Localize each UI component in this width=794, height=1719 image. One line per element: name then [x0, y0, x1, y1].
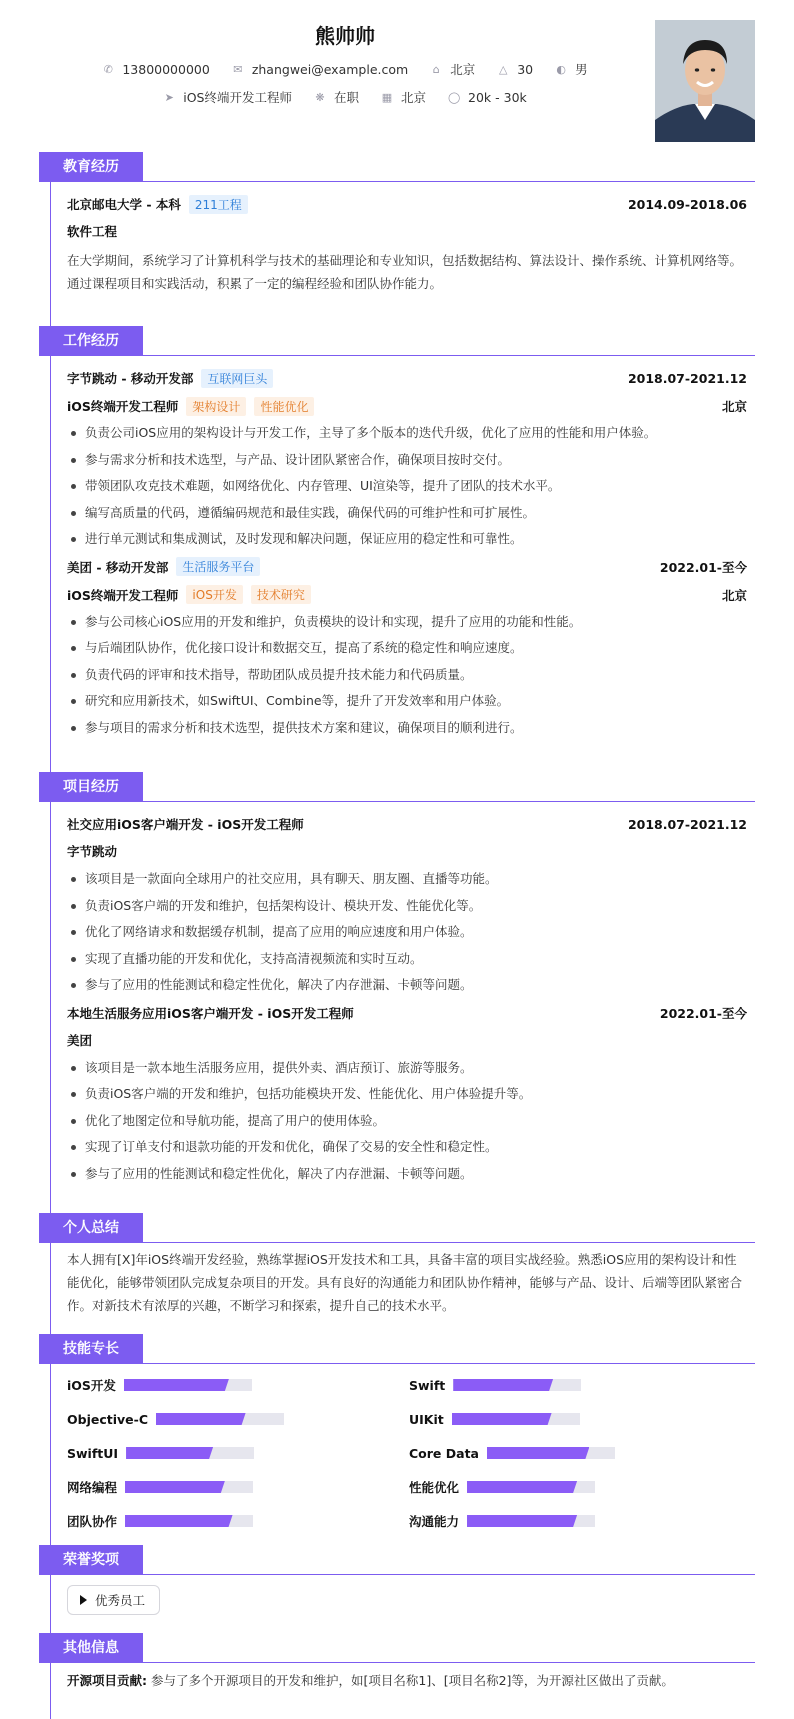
- age-icon: △: [498, 62, 508, 76]
- major-name: 软件工程: [67, 224, 118, 239]
- skill-bar: [156, 1413, 284, 1425]
- age-text: 30: [517, 61, 534, 77]
- skill-bar-fill: [467, 1481, 577, 1493]
- list-item: 该项目是一款面向全球用户的社交应用，具有聊天、朋友圈、直播等功能。: [67, 866, 747, 893]
- gender-text: 男: [575, 62, 588, 77]
- gender-icon: ◐: [556, 62, 566, 76]
- summary-title: 个人总结: [39, 1213, 143, 1243]
- skill-bar: [125, 1515, 253, 1527]
- list-item: 负责iOS客户端的开发和维护，包括架构设计、模块开发、性能优化等。: [67, 893, 747, 920]
- list-item: 参与公司核心iOS应用的开发和维护，负责模块的设计和实现，提升了应用的功能和性能。: [67, 609, 747, 636]
- summary-text: 本人拥有[X]年iOS终端开发经验，熟练掌握iOS开发技术和工具，具备丰富的项目实战经验。熟悉iOS应用的架构设计和性能优化，能够带领团队完成复杂项目的开发。具有良好的沟通能力和团队协作精神，能够与产品、设计、后端等团队紧密合作。对新技术有浓厚的兴趣，不断学习和探索，提升自己的技术水平。: [67, 1252, 743, 1313]
- skill-name: Core Data: [409, 1445, 479, 1461]
- other-title: 其他信息: [39, 1633, 143, 1663]
- email-item: [232, 62, 408, 77]
- list-item: 参与项目的需求分析和技术选型，提供技术方案和建议，确保项目的顺利进行。: [67, 715, 747, 742]
- status-item: [314, 88, 359, 106]
- skill-name: SwiftUI: [67, 1445, 119, 1461]
- phone-item: [102, 62, 209, 77]
- list-item: 编写高质量的代码，遵循编码规范和最佳实践，确保代码的可维护性和可扩展性。: [67, 500, 747, 527]
- skill-bar: [126, 1447, 254, 1459]
- skill-item: [67, 1375, 409, 1395]
- status-icon: ❋: [315, 90, 325, 104]
- skill-item: [67, 1477, 409, 1497]
- email-text: zhangwei@example.com: [251, 61, 409, 77]
- list-item: 带领团队攻克技术难题，如网络优化、内存管理、UI渲染等，提升了团队的技术水平。: [67, 473, 747, 500]
- education-date: 2014.09-2018.06: [627, 196, 747, 212]
- project-company: 美团: [67, 1032, 93, 1048]
- role-name: iOS终端开发工程师: [67, 587, 179, 603]
- role-tag: 架构设计: [186, 397, 246, 416]
- list-item: 优化了地图定位和导航功能，提高了用户的使用体验。: [67, 1108, 747, 1135]
- work-date: 2022.01-至今: [659, 559, 747, 575]
- skill-name: 网络编程: [67, 1480, 118, 1495]
- section-divider: [39, 1363, 755, 1364]
- list-item: 实现了直播功能的开发和优化，支持高清视频流和实时互动。: [67, 946, 747, 973]
- skill-bar: [125, 1481, 253, 1493]
- company-name: 字节跳动 - 移动开发部: [67, 371, 194, 386]
- skill-item: [409, 1511, 747, 1531]
- hometown-text: 北京: [450, 62, 476, 77]
- section-divider: [39, 1242, 755, 1243]
- skill-item: [67, 1443, 409, 1463]
- section-divider: [39, 1662, 755, 1663]
- work-body: [67, 364, 747, 741]
- section-divider: [39, 801, 755, 802]
- other-info-line: [67, 1669, 747, 1692]
- education-section: [39, 152, 755, 302]
- skill-item: [409, 1375, 747, 1395]
- profile-photo: [655, 20, 755, 142]
- skill-item: [409, 1477, 747, 1497]
- list-item: 参与了应用的性能测试和稳定性优化，解决了内存泄漏、卡顿等问题。: [67, 972, 747, 999]
- skill-bar: [467, 1515, 595, 1527]
- position-item: [163, 88, 292, 106]
- salary-text: 20k - 30k: [468, 89, 527, 105]
- section-divider: [39, 181, 755, 182]
- skill-item: [409, 1443, 747, 1463]
- project-body: [67, 810, 747, 1187]
- school-name: 北京邮电大学 - 本科: [67, 197, 181, 212]
- skill-bar: [453, 1379, 581, 1391]
- work-role-row: [67, 392, 747, 420]
- building-icon: ▦: [381, 90, 393, 104]
- education-body: [67, 190, 747, 295]
- list-item: 研究和应用新技术，如SwiftUI、Combine等，提升了开发效率和用户体验。: [67, 688, 747, 715]
- skill-bar-fill: [124, 1379, 229, 1391]
- education-header-row: [67, 190, 747, 218]
- work-bullets: [67, 420, 747, 553]
- city-text: 北京: [401, 90, 427, 105]
- send-icon: ➤: [164, 90, 174, 104]
- project-header-row: [67, 810, 747, 838]
- company-tag: 生活服务平台: [176, 557, 260, 576]
- role-tag: 技术研究: [251, 585, 311, 604]
- school-tag: 211工程: [189, 195, 248, 214]
- list-item: 该项目是一款本地生活服务应用，提供外卖、酒店预订、旅游等服务。: [67, 1055, 747, 1082]
- education-title: 教育经历: [39, 152, 143, 182]
- award-label: 优秀员工: [95, 1593, 146, 1608]
- work-location: 北京: [721, 587, 747, 603]
- company-tag: 互联网巨头: [201, 369, 273, 388]
- company-name: 美团 - 移动开发部: [67, 559, 169, 575]
- project-name: 本地生活服务应用iOS客户端开发 - iOS开发工程师: [67, 1005, 354, 1021]
- skill-name: 性能优化: [409, 1480, 460, 1495]
- skill-bar-fill: [156, 1413, 246, 1425]
- skill-bar-fill: [453, 1379, 553, 1391]
- project-bullets: [67, 1055, 747, 1188]
- list-item: 进行单元测试和集成测试，及时发现和解决问题，保证应用的稳定性和可靠性。: [67, 526, 747, 553]
- candidate-name: 熊帅帅: [315, 24, 375, 48]
- other-section: [39, 1633, 755, 1713]
- project-company: 字节跳动: [67, 844, 118, 859]
- skill-name: Objective-C: [67, 1411, 148, 1427]
- gender-item: [555, 60, 588, 78]
- award-item: [67, 1585, 160, 1615]
- salary-icon: ◯: [448, 90, 461, 104]
- work-header-row: [67, 364, 747, 392]
- project-name: 社交应用iOS客户端开发 - iOS开发工程师: [67, 817, 304, 832]
- list-item: 参与了应用的性能测试和稳定性优化，解决了内存泄漏、卡顿等问题。: [67, 1161, 747, 1188]
- project-header-row: [67, 999, 747, 1027]
- project-section: [39, 772, 755, 1192]
- skill-bar: [124, 1379, 252, 1391]
- skill-name: 团队协作: [67, 1514, 118, 1529]
- list-item: 优化了网络请求和数据缓存机制，提高了应用的响应速度和用户体验。: [67, 919, 747, 946]
- work-title: 工作经历: [39, 326, 143, 356]
- avatar-portrait: [655, 20, 755, 142]
- skills-title: 技能专长: [39, 1334, 143, 1364]
- other-info-text: 参与了多个开源项目的开发和维护，如[项目名称1]、[项目名称2]等，为开源社区做出了贡献。: [150, 1673, 674, 1688]
- role-tag: iOS开发: [186, 585, 242, 604]
- skill-name: UIKit: [409, 1411, 444, 1427]
- role-tag: 性能优化: [254, 397, 314, 416]
- age-item: [497, 62, 533, 77]
- education-description: 在大学期间，系统学习了计算机科学与技术的基础理论和专业知识，包括数据结构、算法设计、操作系统、计算机网络等。通过课程项目和实践活动，积累了一定的编程经验和团队协作能力。: [67, 253, 743, 291]
- skill-item: [67, 1511, 409, 1531]
- summary-body: [67, 1248, 747, 1317]
- skills-section: [39, 1334, 755, 1544]
- skill-bar-fill: [125, 1481, 225, 1493]
- skill-name: iOS开发: [67, 1378, 116, 1393]
- list-item: 负责公司iOS应用的架构设计与开发工作，主导了多个版本的迭代升级，优化了应用的性能和用户体验。: [67, 420, 747, 447]
- section-divider: [39, 1574, 755, 1575]
- skill-bar-fill: [452, 1413, 552, 1425]
- position-text: iOS终端开发工程师: [183, 90, 292, 105]
- phone-text: 13800000000: [122, 61, 210, 77]
- project-date: 2018.07-2021.12: [627, 816, 747, 832]
- city-item: [381, 88, 426, 106]
- list-item: 参与需求分析和技术选型，与产品、设计团队紧密合作，确保项目按时交付。: [67, 447, 747, 474]
- skill-bar: [467, 1481, 595, 1493]
- other-body: [67, 1669, 747, 1692]
- list-item: 与后端团队协作，优化接口设计和数据交互，提高了系统的稳定性和响应速度。: [67, 635, 747, 662]
- salary-item: [448, 90, 527, 105]
- list-item: 实现了订单支付和退款功能的开发和优化，确保了交易的安全性和稳定性。: [67, 1134, 747, 1161]
- work-section: [39, 326, 755, 735]
- skills-body: [67, 1375, 747, 1531]
- role-name: iOS终端开发工程师: [67, 399, 179, 414]
- skill-bar-fill: [467, 1515, 577, 1527]
- status-text: 在职: [333, 90, 359, 105]
- work-header-row: [67, 553, 747, 581]
- skill-name: Swift: [409, 1377, 446, 1393]
- work-role-row: [67, 581, 747, 609]
- job-intent-row: [0, 88, 690, 106]
- skill-name: 沟通能力: [409, 1514, 460, 1529]
- list-item: 负责代码的评审和技术指导，帮助团队成员提升技术能力和代码质量。: [67, 662, 747, 689]
- skills-grid: [67, 1375, 747, 1531]
- awards-body: [67, 1585, 747, 1615]
- skill-bar-fill: [125, 1515, 233, 1527]
- summary-section: [39, 1213, 755, 1333]
- home-icon: ⌂: [432, 62, 440, 76]
- awards-section: [39, 1545, 755, 1625]
- awards-title: 荣誉奖项: [39, 1545, 143, 1575]
- skill-item: [409, 1409, 747, 1429]
- work-date: 2018.07-2021.12: [627, 370, 747, 386]
- section-divider: [39, 355, 755, 356]
- phone-icon: ✆: [103, 62, 113, 76]
- list-item: 负责iOS客户端的开发和维护，包括功能模块开发、性能优化、用户体验提升等。: [67, 1081, 747, 1108]
- mail-icon: ✉: [233, 62, 243, 76]
- skill-bar-fill: [487, 1447, 589, 1459]
- skill-item: [67, 1409, 409, 1429]
- hometown-item: [430, 60, 475, 78]
- play-icon: [80, 1595, 87, 1605]
- work-bullets: [67, 609, 747, 742]
- resume-header: [0, 0, 794, 160]
- other-info-label: 开源项目贡献:: [67, 1673, 147, 1688]
- work-location: 北京: [721, 399, 747, 414]
- skill-bar: [487, 1447, 615, 1459]
- project-title: 项目经历: [39, 772, 143, 802]
- skill-bar: [452, 1413, 580, 1425]
- skill-bar-fill: [126, 1447, 213, 1459]
- project-bullets: [67, 866, 747, 999]
- contact-row: [0, 60, 690, 78]
- project-date: 2022.01-至今: [659, 1005, 747, 1021]
